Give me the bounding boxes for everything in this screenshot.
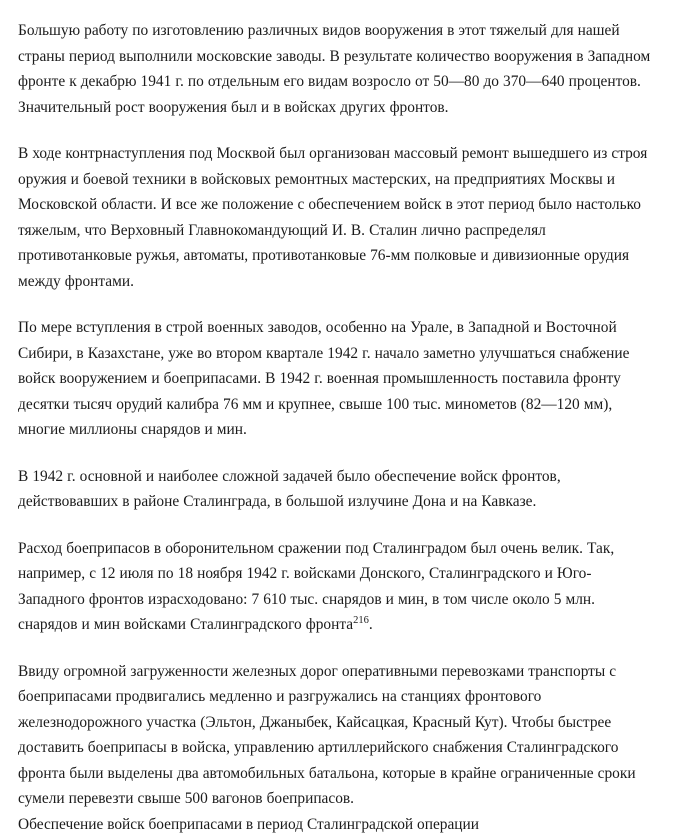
footnote-paragraph-text: Расход боеприпасов в оборонительном сражении под Сталинградом был очень велик. Так, например, с 12 июля по 18 ноября 1942 г. войсками Донского, Сталинградского и Юго-Западного фронтов израсходовано: 7 610 тыс. снарядов и мин, в том числе около 5 млн. снарядов и мин войсками Сталинградского фронта [18,539,615,633]
paragraph-7-clipped: Обеспечение войск боеприпасами в период Сталинградской операции [18,815,480,833]
paragraph-4: В 1942 г. основной и наиболее сложной задачей было обеспечение войск фронтов, действовавших в районе Сталинграда, в большой излучине Дона и на Кавказе. [18,467,561,510]
paragraph-2: В ходе контрнаступления под Москвой был организован массовый ремонт вышедшего из строя оружия и боевой техники в войсковых ремонтных мастерских, на предприятиях Москвы и Московской области. И все же положение с обеспечением войск в этот период было настолько тяжелым, что Верховный Главнокомандующий И. В. Сталин лично распределял противотанковые ружья, автоматы, противотанковые 76-мм полковые и дивизионные орудия между фронтами. [18,145,648,290]
footnote-paragraph-tail: . [368,616,373,633]
paragraph-5-with-footnote [18,536,658,638]
paragraph-1: Большую работу по изготовлению различных видов вооружения в этот тяжелый для нашей страны период выполнили московские заводы. В результате количество вооружения в Западном фронте к декабрю 1941 г. по отдельным его видам возросло от 50—80 до 370—640 процентов. Значительный рост вооружения был и в войсках других фронтов. [18,22,651,116]
paragraph-3: По мере вступления в строй военных заводов, особенно на Урале, в Западной и Восточной Сибири, в Казахстане, уже во втором квартале 1942 г. начало заметно улучшаться снабжение войск вооружением и боеприпасами. В 1942 г. военная промышленность поставила фронту десятки тысяч орудий калибра 76 мм и крупнее, свыше 100 тыс. минометов (82—120 мм), многие миллионы снарядов и мин. [18,319,630,438]
paragraph-6: Ввиду огромной загруженности железных дорог оперативными перевозками транспорты с боеприпасами продвигались медленно и разгружались на станциях фронтового железнодорожного участка (Эльтон, Джаныбек, Кайсацкая, Красный Кут). Чтобы быстрее доставить боеприпасы в войска, управлению артиллерийского снабжения Сталинградского фронта были выделены два автомобильных батальона, которые в крайне ограниченные сроки сумели перевезти свыше 500 вагонов боеприпасов. [18,662,636,807]
footnote-reference-216[interactable]: 216 [353,614,369,626]
